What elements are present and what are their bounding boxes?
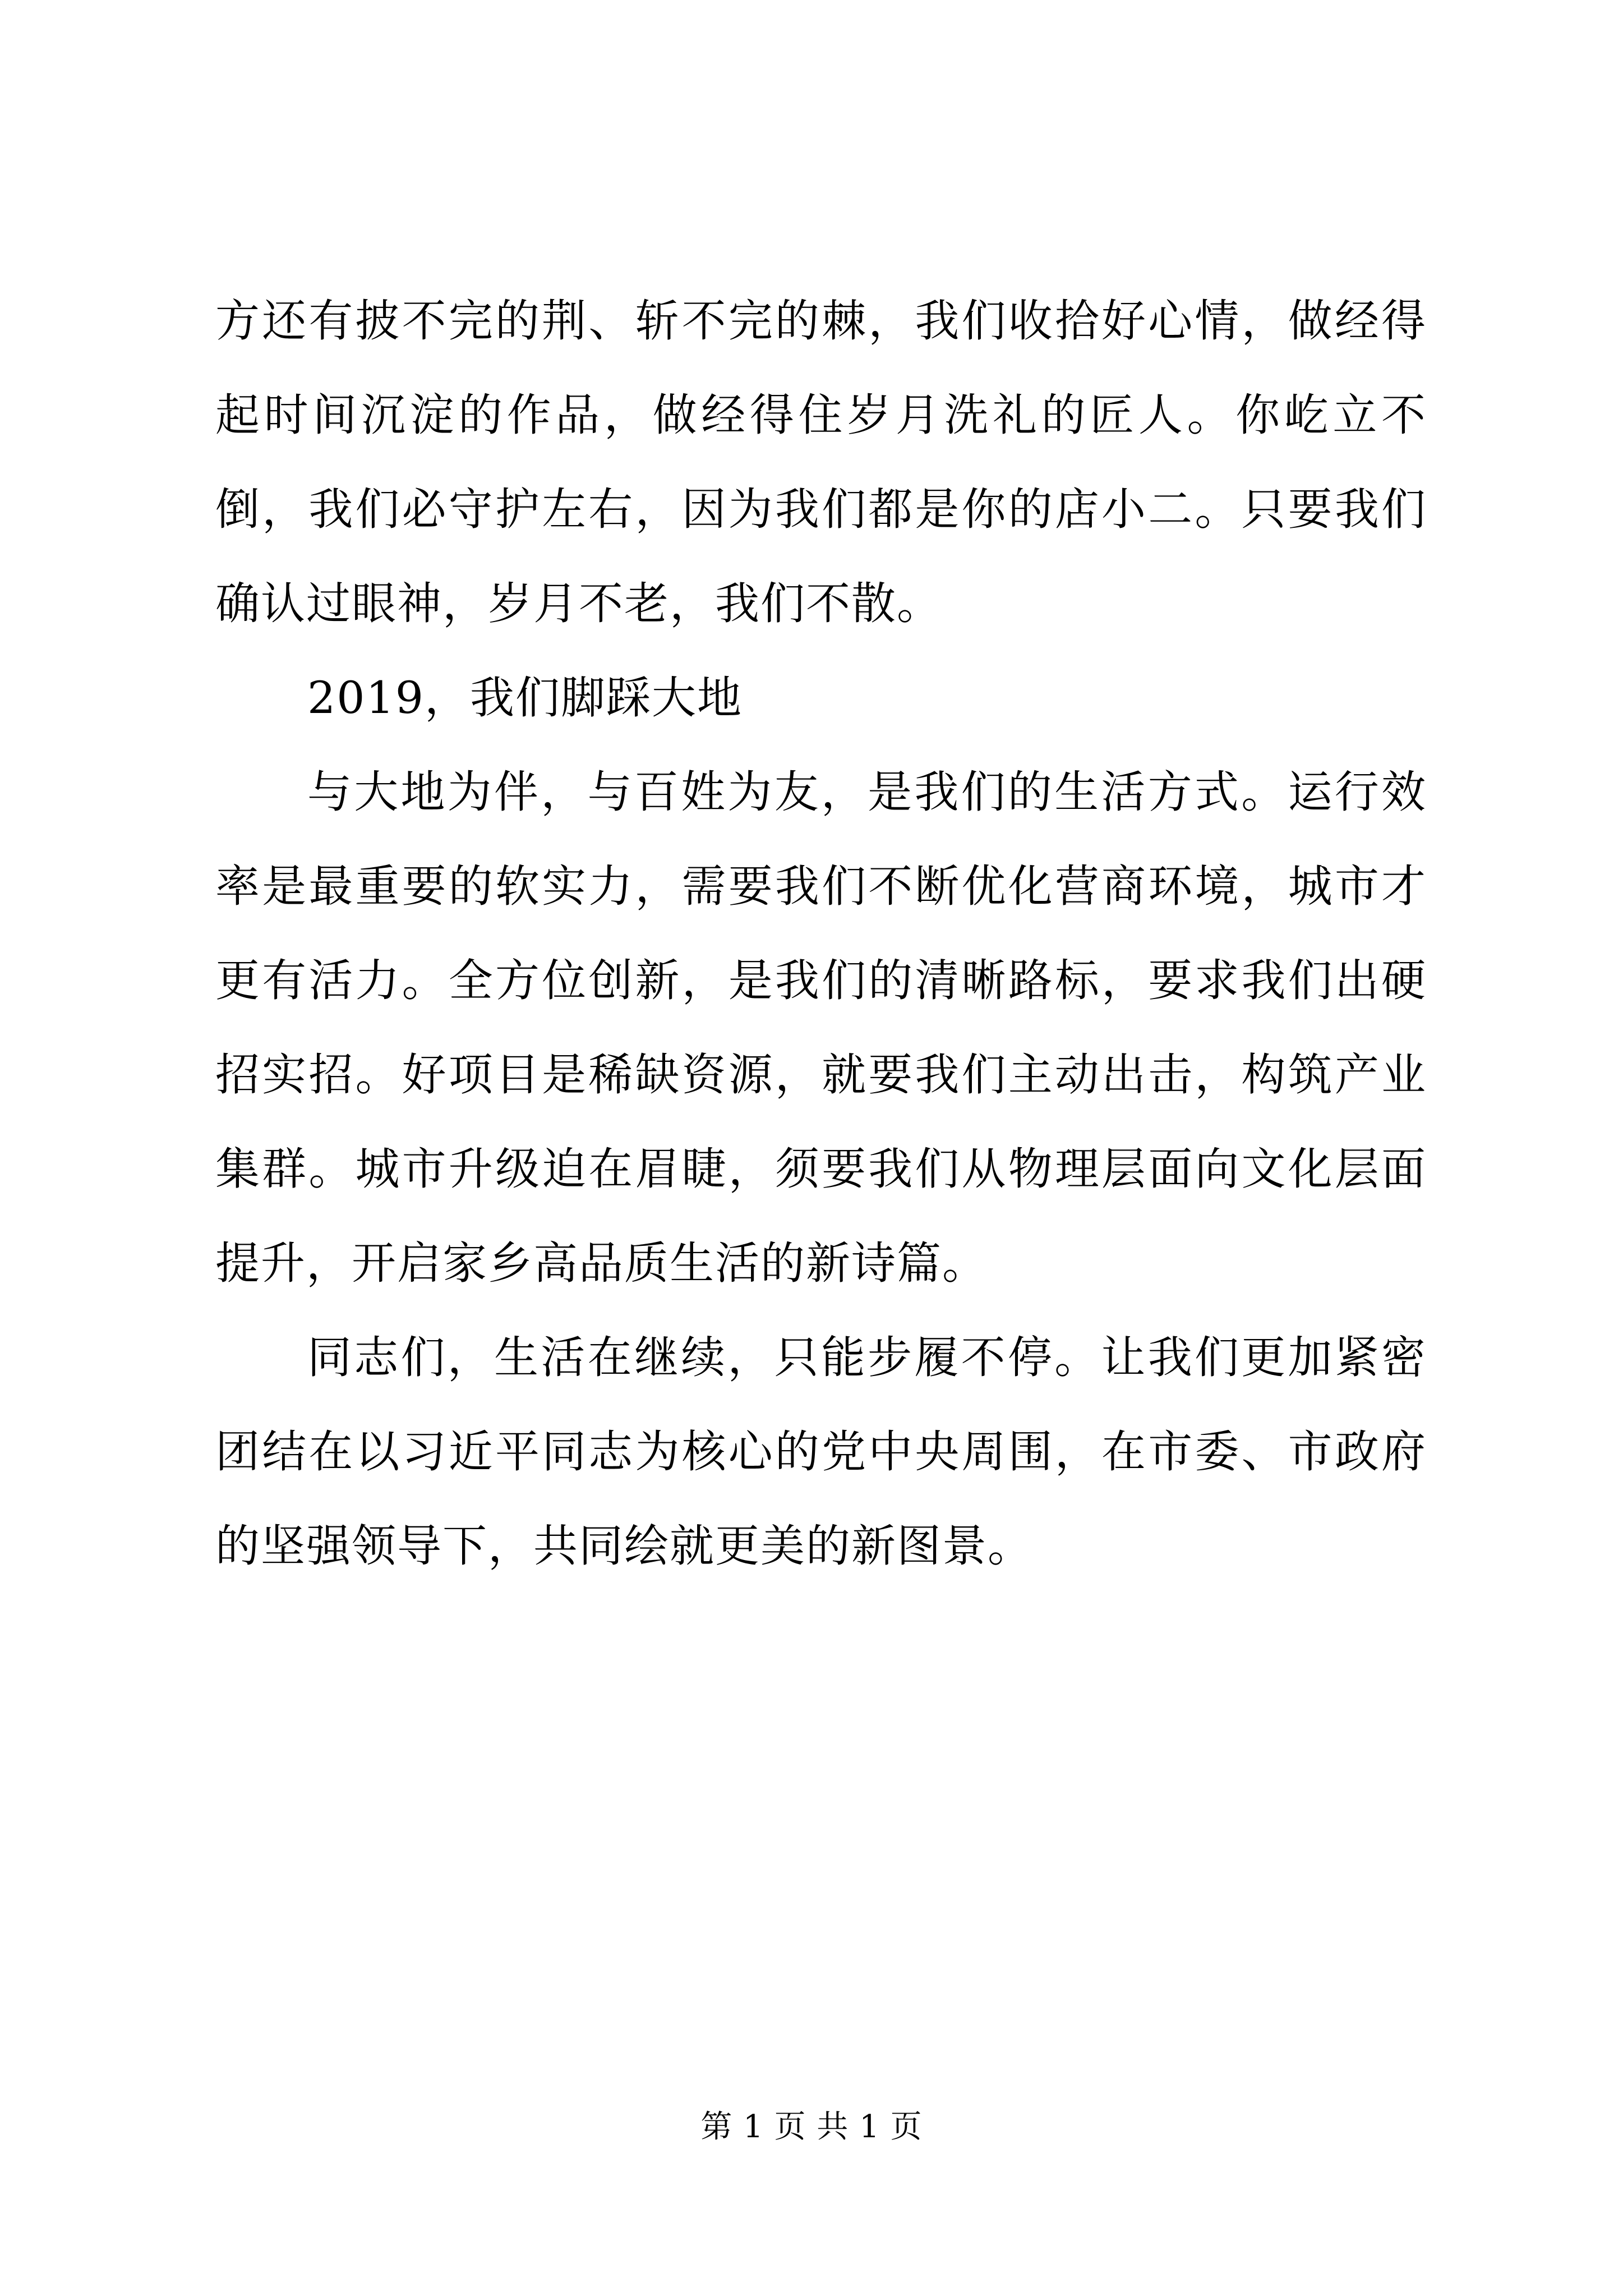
section-heading-2019: 2019，我们脚踩大地	[307, 672, 743, 724]
paragraph-body: 与大地为伴，与百姓为友，是我们的生活方式。运行效率是最重要的软实力，需要我们不断优化营商环境，城市才更有活力。全方位创新，是我们的清晰路标，要求我们出硬招实招。好项目是稀缺资源，就要我们主动出击，构筑产业集群。城市升级迫在眉睫，须要我们从物理层面向文化层面提升，开启家乡高品质生活的新诗篇。	[215, 766, 1427, 1289]
document-body	[215, 274, 1427, 1593]
paragraph-continuation: 方还有披不完的荆、斩不完的棘，我们收拾好心情，做经得起时间沉淀的作品，做经得住岁月洗礼的匠人。你屹立不倒，我们必守护左右，因为我们都是你的店小二。只要我们确认过眼神，岁月不老，我们不散。	[215, 295, 1427, 629]
page-number-footer: 第 1 页 共 1 页	[700, 2109, 923, 2145]
paragraph-closing: 同志们，生活在继续，只能步履不停。让我们更加紧密团结在以习近平同志为核心的党中央周围，在市委、市政府的坚强领导下，共同绘就更美的新图景。	[215, 1332, 1427, 1572]
